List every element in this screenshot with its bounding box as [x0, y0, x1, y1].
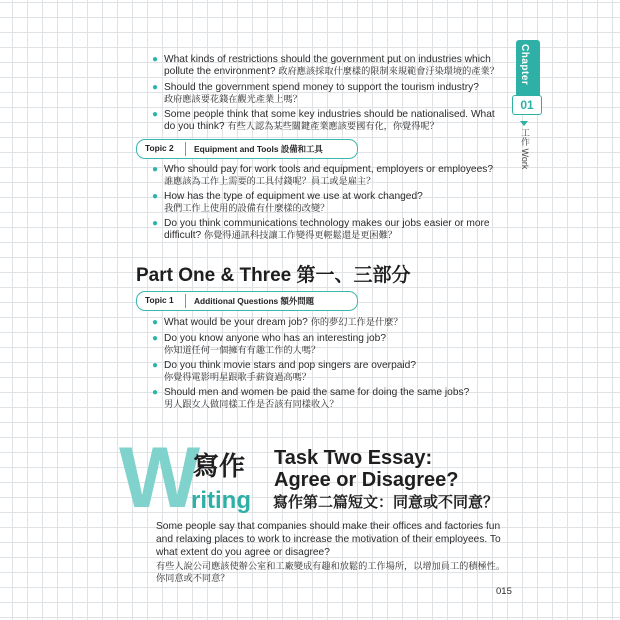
chapter-pointer-icon	[520, 121, 528, 126]
chapter-label: Chapter	[519, 44, 530, 86]
list-item	[152, 82, 499, 105]
task-title	[274, 447, 459, 491]
question-en-cont: do you think? 有些人認為某些關鍵產業應該要國有化，你覺得呢？	[164, 121, 439, 132]
bullet-icon: ●	[152, 82, 159, 93]
list-item	[152, 164, 493, 187]
list-item	[152, 360, 469, 383]
writing-zh: 寫作	[193, 452, 246, 482]
topic-1-header	[136, 291, 358, 311]
task-title-line2: Agree or Disagree?	[274, 469, 459, 491]
topic-divider	[185, 142, 186, 156]
task-subtitle: 寫作第二篇短文：同意或不同意？	[273, 494, 499, 511]
bullet-icon: ●	[152, 360, 159, 371]
bullet-icon: ●	[152, 191, 159, 202]
writing-big-letter: W	[119, 437, 201, 513]
topic-title: Equipment and Tools 設備和工具	[194, 144, 323, 154]
question-zh: 你知道任何一個擁有有趣工作的人嗎？	[164, 345, 321, 355]
question-en: Do you know anyone who has an interesting job?	[164, 333, 387, 344]
topic-divider	[185, 294, 186, 308]
question-en: What would be your dream job? 你的夢幻工作是什麼？	[164, 317, 403, 328]
question-zh: 誰應該為工作上需要的工具付錢呢？員工或是雇主？	[164, 176, 376, 186]
list-item	[152, 317, 469, 329]
list-item	[152, 218, 493, 242]
question-en: Some people think that some key industries should be nationalised. What	[164, 109, 495, 120]
topic-label: Topic 1	[145, 295, 174, 305]
topic-title: Additional Questions 額外問題	[194, 296, 315, 306]
topic-2-header	[136, 139, 358, 159]
question-zh: 政府應該要花錢在觀光產業上嗎？	[164, 94, 302, 104]
question-list-additional	[152, 317, 469, 414]
chapter-name: 工作 Work	[520, 128, 530, 170]
task-title-line1: Task Two Essay:	[274, 447, 433, 469]
question-en: Do you think movie stars and pop singers are overpaid?	[164, 360, 416, 371]
topic-label: Topic 2	[145, 143, 174, 153]
question-list-industries	[152, 54, 499, 137]
question-en: Do you think communications technology makes our jobs easier or more	[164, 218, 490, 229]
list-item	[152, 54, 499, 78]
question-en: What kinds of restrictions should the government put on industries which	[164, 54, 491, 65]
bullet-icon: ●	[152, 164, 159, 175]
essay-prompt-en: Some people say that companies should make their offices and factories fun and relaxing places to work to increase the motivation of their employees. To what extent do you agree or disagree?	[156, 521, 501, 558]
question-en: How has the type of equipment we use at work changed?	[164, 191, 423, 202]
question-zh: 男人跟女人做同樣工作是否該有同樣收入？	[164, 399, 339, 409]
page-number: 015	[496, 586, 512, 597]
list-item	[152, 191, 493, 214]
writing-en: riting	[191, 487, 251, 513]
question-list-equipment	[152, 164, 493, 246]
essay-prompt-zh: 有些人說公司應該使辦公室和工廠變成有趣和放鬆的工作場所，以增加員工的積極性。你同意或不同意？	[156, 561, 506, 583]
list-item	[152, 333, 469, 356]
list-item	[152, 109, 499, 133]
question-en: Should men and women be paid the same for doing the same jobs?	[164, 387, 470, 398]
writing-logo-icon	[119, 437, 264, 513]
bullet-icon: ●	[152, 317, 159, 328]
question-en-cont: difficult? 你覺得通訊科技讓工作變得更輕鬆還是更困難？	[164, 230, 397, 241]
section-heading: Part One & Three 第一、三部分	[136, 265, 411, 286]
chapter-number: 01	[512, 95, 542, 115]
question-en-cont: pollute the environment? 政府應該採取什麼樣的限制來規範會汙染環境的產業？	[164, 66, 499, 77]
bullet-icon: ●	[152, 218, 159, 229]
question-en: Should the government spend money to support the tourism industry?	[164, 82, 479, 93]
bullet-icon: ●	[152, 387, 159, 398]
question-zh: 你覺得電影明星跟歌手薪資過高嗎？	[164, 372, 311, 382]
question-en: Who should pay for work tools and equipment, employers or employees?	[164, 164, 493, 175]
question-zh: 我們工作上使用的設備有什麼樣的改變？	[164, 203, 330, 213]
list-item	[152, 387, 469, 410]
essay-prompt	[156, 520, 506, 584]
bullet-icon: ●	[152, 333, 159, 344]
bullet-icon: ●	[152, 109, 159, 120]
bullet-icon: ●	[152, 54, 159, 65]
